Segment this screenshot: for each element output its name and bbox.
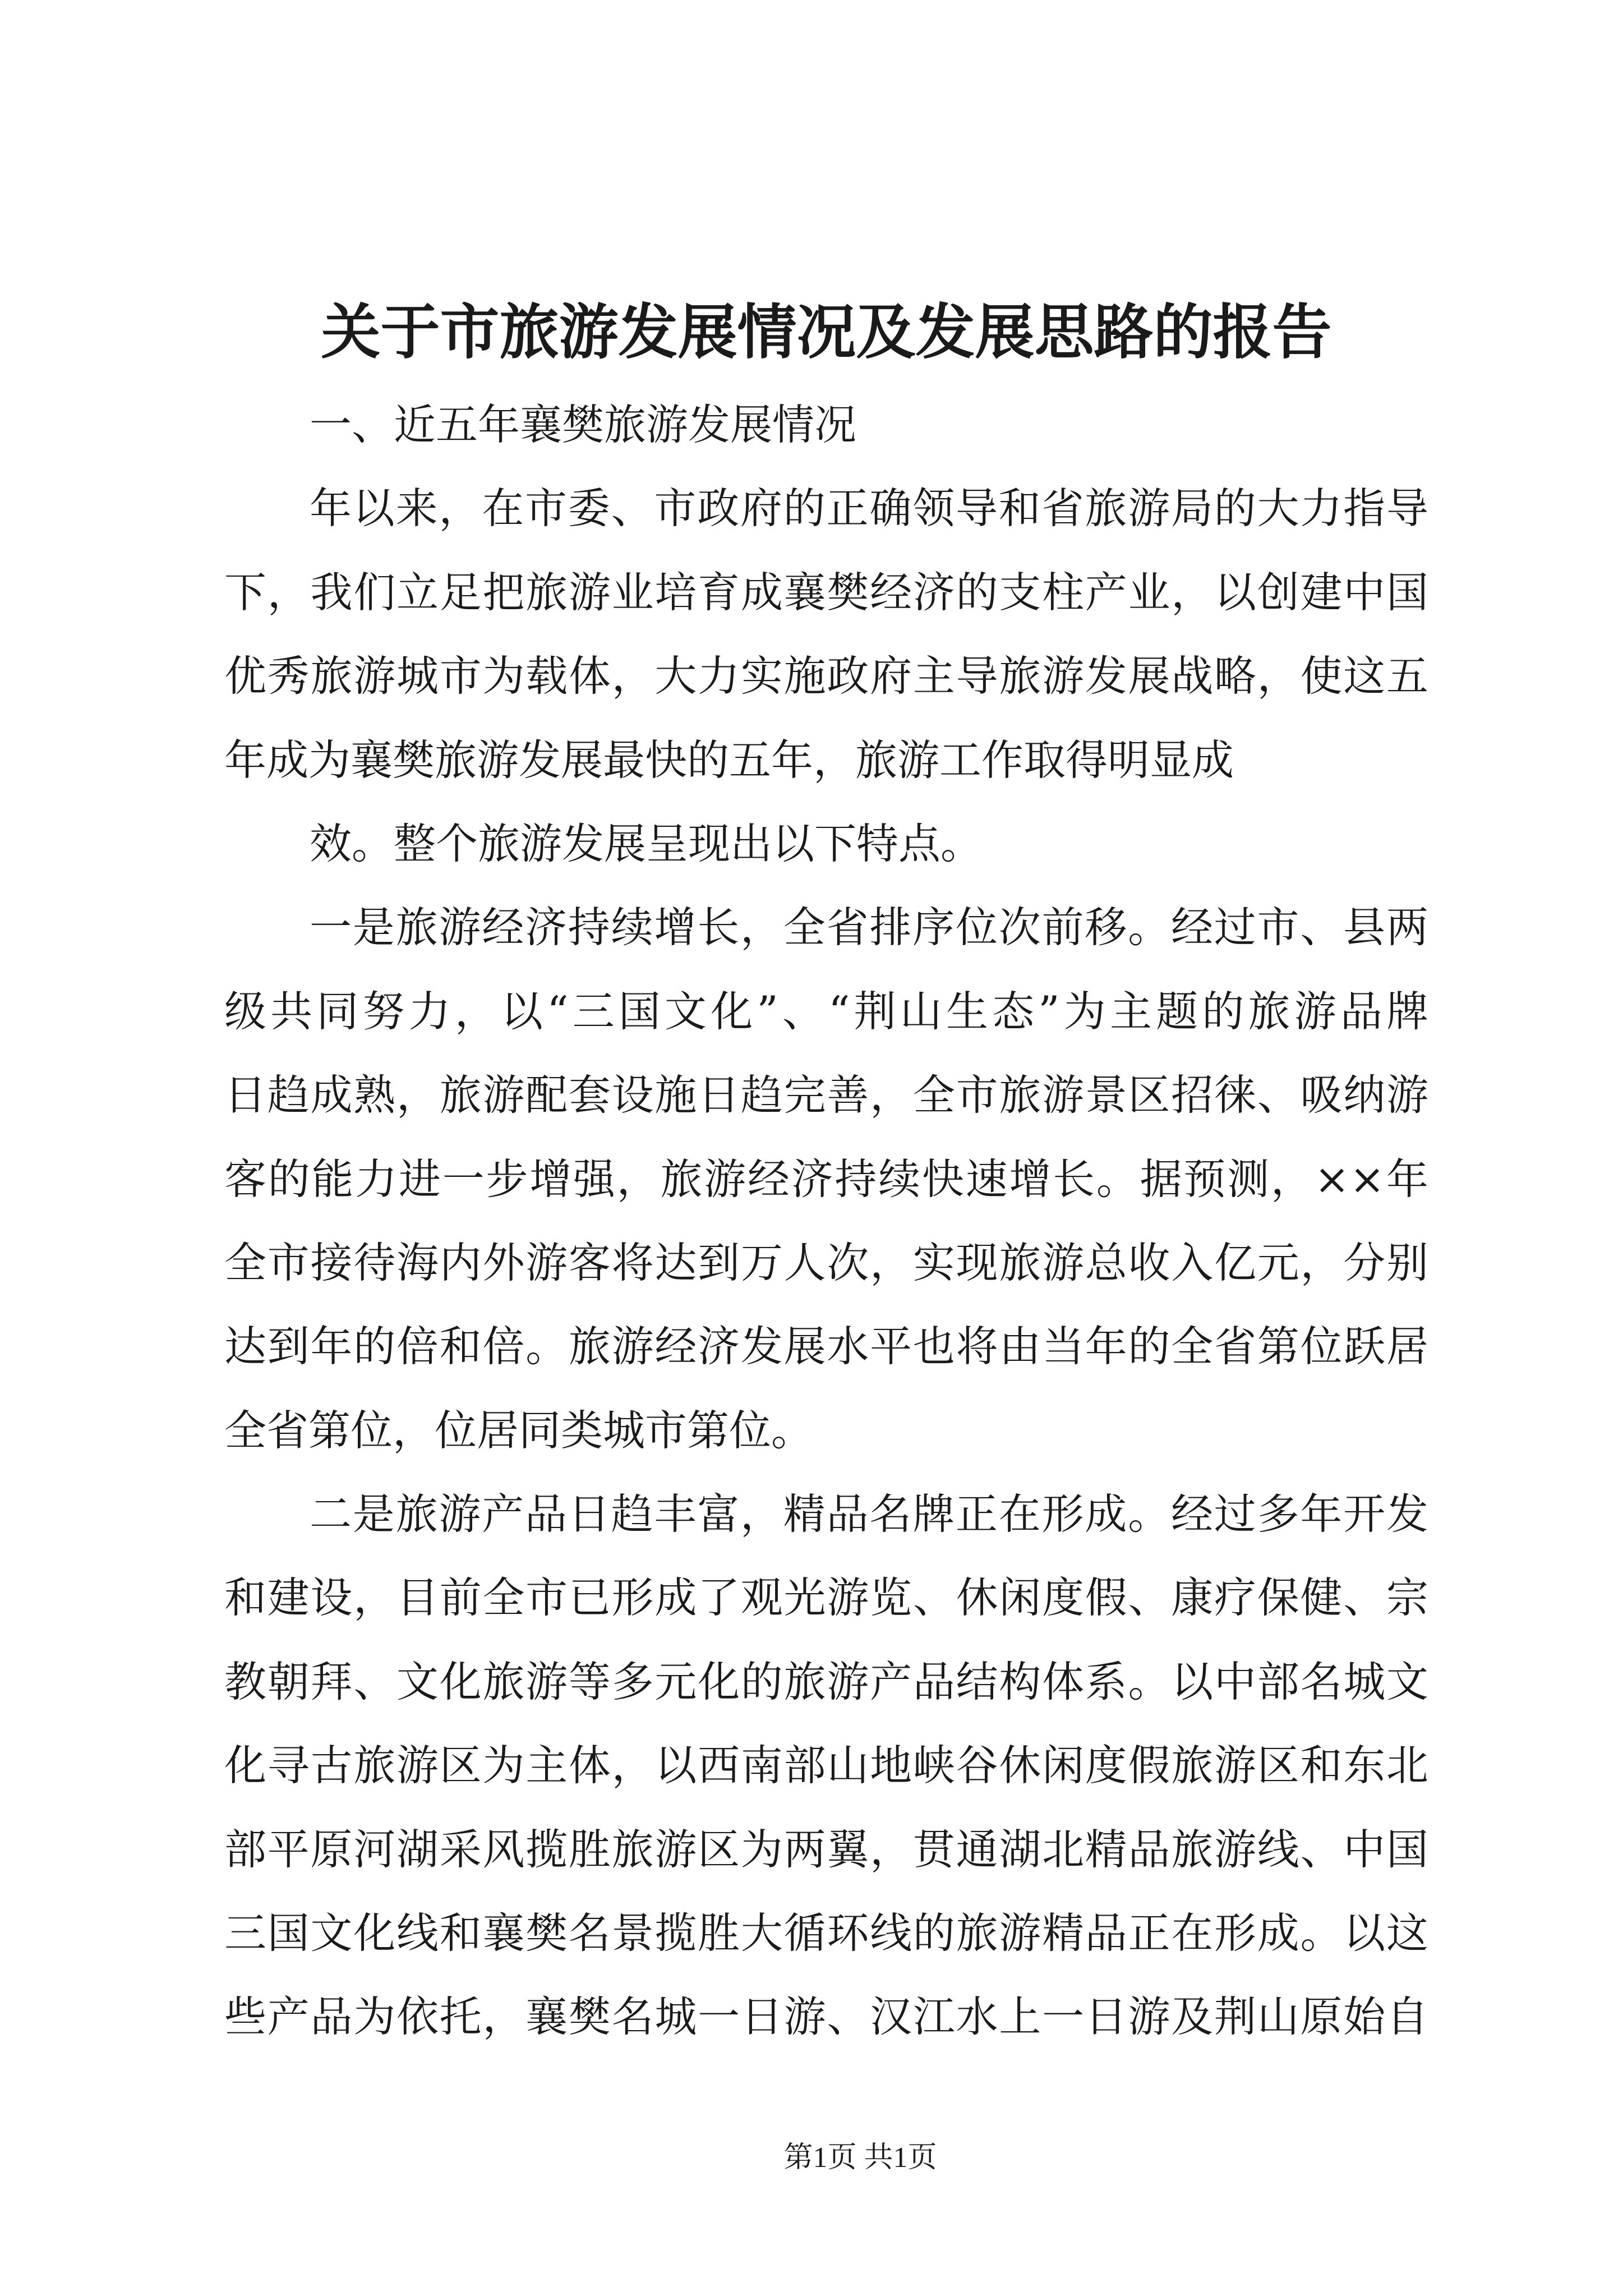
document-body: [224, 383, 1428, 2059]
paragraph-line: 全省第位，位居同类城市第位。: [224, 1405, 814, 1455]
paragraph-line: 和建设，目前全市已形成了观光游览、休闲度假、康疗保健、宗: [224, 1573, 1428, 1623]
paragraph-line: 优秀旅游城市为载体，大力实施政府主导旅游发展战略，使这五: [224, 651, 1428, 701]
paragraph-line: 达到年的倍和倍。旅游经济发展水平也将由当年的全省第位跃居: [224, 1322, 1428, 1372]
paragraph-line: 一、近五年襄樊旅游发展情况: [310, 400, 857, 449]
paragraph-line: 些产品为依托，襄樊名城一日游、汉江水上一日游及荆山原始自: [224, 1992, 1428, 2042]
paragraph-line: 年以来，在市委、市政府的正确领导和省旅游局的大力指导: [310, 484, 1428, 533]
paragraph-line: 化寻古旅游区为主体，以西南部山地峡谷休闲度假旅游区和东北: [224, 1741, 1428, 1791]
paragraph-line: 全市接待海内外游客将达到万人次，实现旅游总收入亿元，分别: [224, 1237, 1428, 1287]
paragraph-line: 二是旅游产品日趋丰富，精品名牌正在形成。经过多年开发: [310, 1489, 1428, 1539]
paragraph-line: 效。整个旅游发展呈现出以下特点。: [310, 818, 983, 868]
paragraph: [224, 802, 1428, 886]
paragraph: [224, 467, 1428, 802]
paragraph-line: 部平原河湖采风揽胜旅游区为两翼，贯通湖北精品旅游线、中国: [224, 1824, 1428, 1874]
paragraph-line: 下，我们立足把旅游业培育成襄樊经济的支柱产业，以创建中国: [224, 567, 1428, 617]
section-heading: [224, 383, 1428, 467]
paragraph-line: 级共同努力，以“三国文化”、“荆山生态”为主题的旅游品牌: [224, 986, 1428, 1036]
paragraph-line: 一是旅游经济持续增长，全省排序位次前移。经过市、县两: [310, 903, 1428, 953]
paragraph-line: 日趋成熟，旅游配套设施日趋完善，全市旅游景区招徕、吸纳游: [224, 1070, 1428, 1120]
paragraph-line: 教朝拜、文化旅游等多元化的旅游产品结构体系。以中部名城文: [224, 1657, 1428, 1706]
document-title: 关于市旅游发展情况及发展思路的报告: [321, 297, 1332, 367]
page-number-footer: 第1页 共1页: [783, 2142, 937, 2174]
paragraph-line: 客的能力进一步增强，旅游经济持续快速增长。据预测，××年: [224, 1154, 1428, 1204]
paragraph-line: 三国文化线和襄樊名景揽胜大循环线的旅游精品正在形成。以这: [224, 1908, 1428, 1958]
paragraph: [224, 886, 1428, 1473]
paragraph-line: 年成为襄樊旅游发展最快的五年，旅游工作取得明显成: [224, 735, 1234, 785]
paragraph: [224, 1473, 1428, 2059]
